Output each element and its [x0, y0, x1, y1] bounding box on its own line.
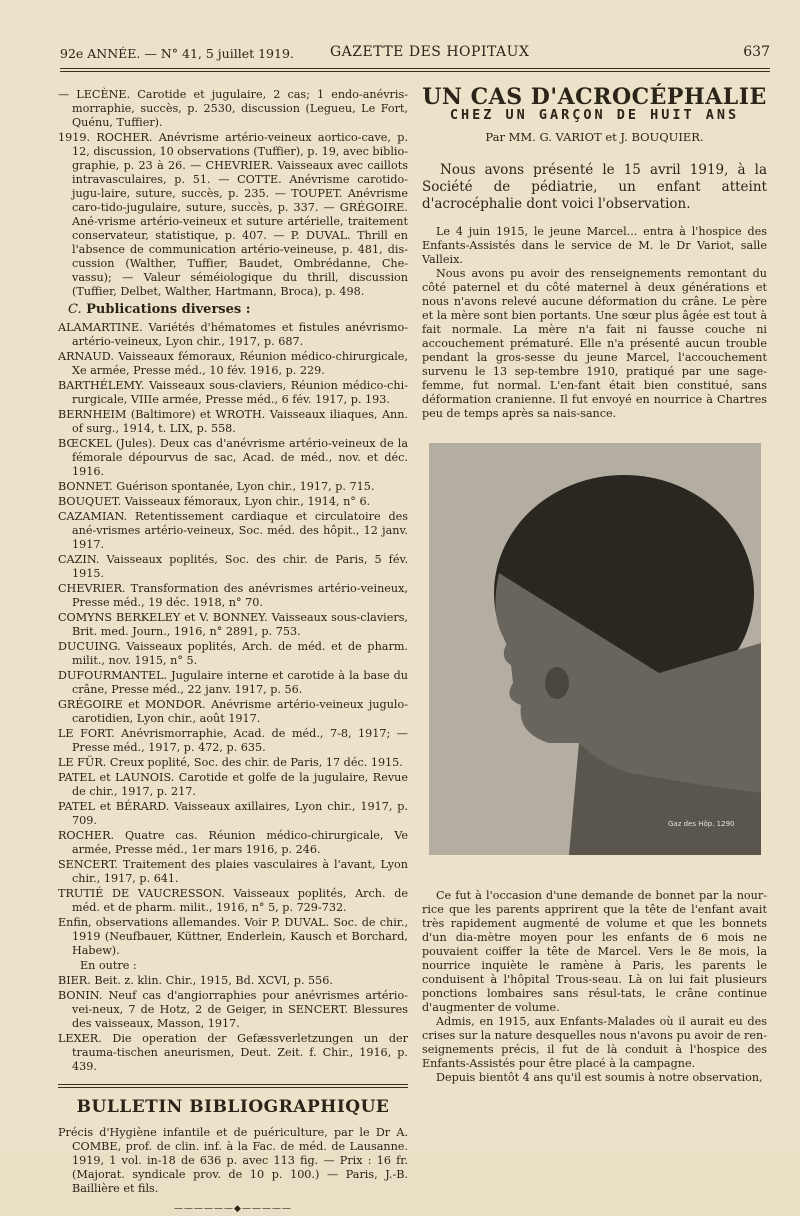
subheading-text: Publications diverses : — [86, 302, 251, 317]
bib-entry: PATEL et BÉRARD. Vaisseaux axillaires, Lyon chir., 1917, p. 709. — [58, 800, 408, 827]
right-column — [422, 84, 767, 1085]
bib-entry: BIER. Beit. z. klin. Chir., 1915, Bd. XCVI, p. 556. — [58, 974, 333, 987]
bib-entry: ROCHER. Quatre cas. Réunion médico-chirurgicale, Ve armée, Presse méd., 1er mars 1916, p. 246. — [58, 829, 408, 856]
subheading — [68, 303, 408, 317]
bulletin-entry: Précis d'Hygiène infantile et de puériculture, par le Dr A. COMBE, prof. de clin. inf. à la Fac. de méd. de Lausanne. 1919, 1 vol. in-18 de 636 p. avec 113 fig. — Prix : 16 fr. (Majorat. syndicale prov. de 10 p. 100.) — Paris, J.-B. Baillière et fils. — [58, 1126, 408, 1195]
en-outre: En outre : — [80, 959, 137, 972]
bib-entry: PATEL et LAUNOIS. Carotide et golfe de la jugulaire, Revue de chir., 1917, p. 217. — [58, 771, 408, 798]
article-title: UN CAS D'ACROCÉPHALIE — [422, 84, 767, 110]
bib-entry: SENCERT. Traitement des plaies vasculaires à l'avant, Lyon chir., 1917, p. 641. — [58, 858, 408, 885]
bib-entry: CAZIN. Vaisseaux poplités, Soc. des chir. de Paris, 5 fév. 1915. — [58, 553, 408, 580]
bib-list — [58, 321, 408, 958]
article-authors: Par MM. G. VARIOT et J. BOUQUIER. — [485, 130, 704, 144]
photo-caption: Gaz des Hôp. 1290 — [668, 820, 735, 828]
bib-entry: CAZAMIAN. Retentissement cardiaque et circulatoire des ané-vrismes artério-veineux, Soc. méd. des hôpit., 12 janv. 1917. — [58, 510, 408, 551]
bib-entry: DUCUING. Vaisseaux poplités, Arch. de méd. et de pharm. milit., nov. 1915, n° 5. — [58, 640, 408, 667]
bib-entry: — LECÈNE. Carotide et jugulaire, 2 cas; 1 endo-anévris-morraphie, succès, p. 2530, discussion (Legueu, Le Fort, Quénu, Tuffier). — [58, 88, 408, 129]
bib-list-extra — [58, 974, 408, 1074]
article-subtitle: CHEZ UN GARÇON DE HUIT ANS — [449, 107, 740, 123]
patient-photo — [429, 443, 761, 855]
article-paragraph: Nous avons pu avoir des renseignements remontant du côté paternel et du côté maternel à deux générations et nous n'avons relevé aucune déformation du crâne. Le père et la mère sont bien portants. Une sœur plus âgée est tout à fait normale. La mère n'a fait ni fausse couche ni accouchement prématuré. Elle n'a présenté aucun trouble pendant la gros-sesse du jeune Marcel, l'accouchement survenu le 13 sep-tembre 1910, pratiqué par une sage-femme, fut normal. L'en-fant était bien constitué, sans déformation cranienne. Il fut envoyé en nourrice à Chartres peu de temps après sa nais-sance. — [422, 267, 767, 420]
page-number: 637 — [743, 44, 770, 60]
article-paragraph: Depuis bientôt 4 ans qu'il est soumis à notre observation, — [436, 1071, 763, 1084]
header-rule — [60, 68, 770, 69]
subheading-letter: C. — [68, 302, 82, 317]
journal-name: GAZETTE DES HOPITAUX — [330, 44, 530, 60]
bib-entry: LE FORT. Anévrismorraphie, Acad. de méd., 7-8, 1917; — Presse méd., 1917, p. 472, p. 635. — [58, 727, 408, 754]
running-header — [60, 44, 770, 62]
bulletin-rule — [58, 1084, 408, 1085]
bib-entry: COMYNS BERKELEY et V. BONNEY. Vaisseaux sous-claviers, Brit. med. Journ., 1916, n° 2891, p. 753. — [58, 611, 408, 638]
bib-entry: DUFOURMANTEL. Jugulaire interne et carotide à la base du crâne, Presse méd., 22 janv. 1917, p. 56. — [58, 669, 408, 696]
bib-entry: GRÉGOIRE et MONDOR. Anévrisme artério-veineux jugulo-carotidien, Lyon chir., août 1917. — [58, 698, 408, 725]
bib-entry: BARTHÉLEMY. Vaisseaux sous-claviers, Réunion médico-chi-rurgicale, VIIIe armée, Presse méd., 6 fév. 1917, p. 193. — [58, 379, 408, 406]
article-paragraph: Le 4 juin 1915, le jeune Marcel... entra à l'hospice des Enfants-Assistés dans le service de M. le Dr Variot, salle Valleix. — [422, 225, 767, 266]
article-continued — [422, 889, 767, 1085]
bib-entry: ARNAUD. Vaisseaux fémoraux, Réunion médico-chirurgicale, Xe armée, Presse méd., 10 fév. 1916, p. 229. — [58, 350, 408, 377]
bib-entry: BOUQUET. Vaisseaux fémoraux, Lyon chir., 1914, n° 6. — [58, 495, 371, 508]
bib-entry: TRUTIÉ DE VAUCRESSON. Vaisseaux poplités, Arch. de méd. et de pharm. milit., 1916, n° 5, p. 729-732. — [58, 887, 408, 914]
bulletin-title: BULLETIN BIBLIOGRAPHIQUE — [76, 1097, 390, 1117]
bib-entry: ALAMARTINE. Variétés d'hématomes et fistules anévrismo-artério-veineux, Lyon chir., 1917, p. 687. — [58, 321, 408, 348]
article-paragraph: Admis, en 1915, aux Enfants-Malades où il aurait eu des crises sur la nature desquelles nous n'avons pu avoir de ren-seignements précis, il fut de là conduit à l'hospice des Enfants-Assistés pour être placé à la campagne. — [422, 1015, 767, 1070]
bib-entry: BERNHEIM (Baltimore) et WROTH. Vaisseaux iliaques, Ann. of surg., 1914, t. LIX, p. 558. — [58, 408, 408, 435]
bib-entry: BONNET. Guérison spontanée, Lyon chir., 1917, p. 715. — [58, 480, 375, 493]
bib-entry: BONIN. Neuf cas d'angiorraphies pour anévrismes artério-vei-neux, 7 de Hotz, 2 de Geiger, in SENCERT. Blessures des vaisseaux, Masson, 1917. — [58, 989, 408, 1030]
article-lead: Nous avons présenté le 15 avril 1919, à la Société de pédiatrie, un enfant atteint d'acrocéphalie dont voici l'observation. — [422, 162, 767, 212]
bulletin-rule-thin — [58, 1087, 408, 1088]
article-paragraph: Ce fut à l'occasion d'une demande de bonnet par la nour-rice que les parents apprirent que la tête de l'enfant avait très rapidement augmenté de volume et que les bonnets d'un dia-mètre moyen pour les enfants de 6 mois ne pouvaient coiffer la tête de Marcel. Vers le 8e mois, la nourrice inquiète le ramène à Paris, les parents le conduisent à l'hôpital Trous-seau. Là on lui fait plusieurs ponctions lombaires sans résul-tats, le crâne continue d'augmenter de volume. — [422, 889, 767, 1014]
left-column — [58, 88, 408, 1216]
ornament-divider: ——————◆————— — [174, 1204, 292, 1214]
profile-silhouette — [429, 443, 761, 855]
bib-entry: BŒCKEL (Jules). Deux cas d'anévrisme artério-veineux de la fémorale dépourvus de sac, Acad. de méd., nov. et déc. 1916. — [58, 437, 408, 478]
issue-line: 92e ANNÉE. — N° 41, 5 juillet 1919. — [60, 46, 294, 61]
bib-entry: 1919. ROCHER. Anévrisme artério-veineux aortico-cave, p. 12, discussion, 10 observations (Tuffier), p. 19, avec biblio-graphie, p. 23 à 26. — CHEVRIER. Vaisseaux avec caillots intravasculaires, p. 51. — COTTE. Anévrisme carotido-jugu-laire, suture, succès, p. 235. — TOUPET. Anévrisme caro-tido-jugulaire, suture, succès, p. 337. — GRÉGOIRE. Ané-vrisme artério-veineux et suture artérielle, traitement conservateur, statistique, p. 407. — P. DUVAL. Thrill en l'absence de communication artério-veineuse, p. 481, dis-cussion (Walther, Tuffier, Baudet, Ombrédanne, Che-vassu); — Valeur séméiologique du thrill, discussion (Tuffier, Delbet, Walther, Hartmann, Broca), p. 498. — [58, 131, 408, 298]
bib-entry: LE FÜR. Creux poplité, Soc. des chir. de Paris, 17 déc. 1915. — [58, 756, 403, 769]
bib-entry: CHEVRIER. Transformation des anévrismes artério-veineux, Presse méd., 19 déc. 1918, n° 70. — [58, 582, 408, 609]
bib-entry: LEXER. Die operation der Gefæssverletzungen un der trauma-tischen aneurismen, Deut. Zeit. f. Chir., 1916, p. 439. — [58, 1032, 408, 1073]
bib-entry: Enfin, observations allemandes. Voir P. DUVAL. Soc. de chir., 1919 (Neufbauer, Küttner, Enderlein, Kausch et Borchard, Habew). — [58, 916, 408, 957]
header-rule-thin — [60, 71, 770, 72]
